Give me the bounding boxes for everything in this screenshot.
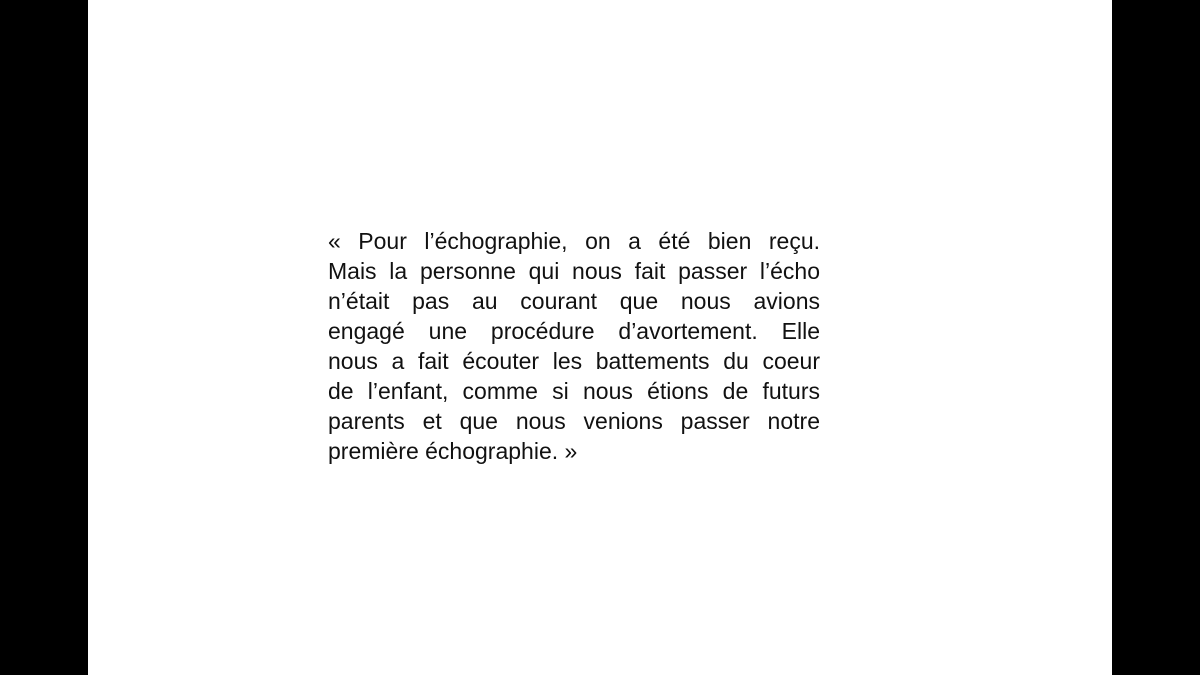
quote-line: première échographie. » — [328, 438, 578, 464]
quote-line: « Pour l’échographie, on a été bien reçu. — [328, 228, 820, 254]
quote-line: engagé une procédure d’avortement. Elle — [328, 318, 820, 344]
quote-line: Mais la personne qui nous fait passer l’écho — [328, 258, 820, 284]
quote-line: nous a fait écouter les battements du coeur — [328, 348, 820, 374]
testimonial-quote — [328, 226, 820, 466]
quote-line: parents et que nous venions passer notre — [328, 408, 820, 434]
quote-line: n’était pas au courant que nous avions — [328, 288, 820, 314]
slide-page — [88, 0, 1112, 675]
quote-line: de l’enfant, comme si nous étions de futurs — [328, 378, 820, 404]
